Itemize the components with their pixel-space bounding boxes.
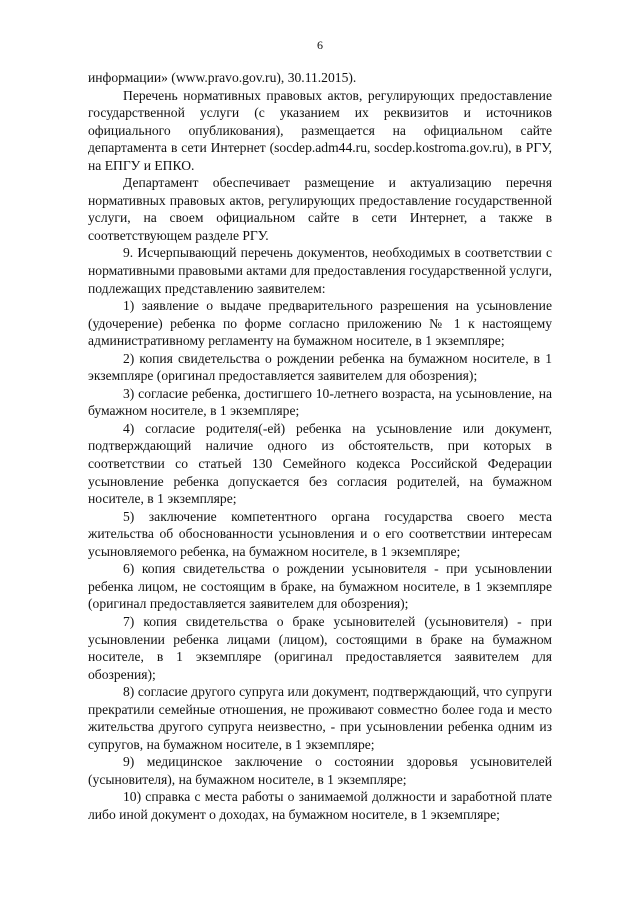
list-item-2: 2) копия свидетельства о рождении ребенка на бумажном носителе, в 1 экземпляре (оригинал предоставляется заявителем для обозрения); — [88, 350, 552, 384]
list-item-5: 5) заключение компетентного органа государства своего места жительства об обоснованности усыновления и о его соответствии интересам усыновляемого ребенка, на бумажном носителе, в 1 экземпляре; — [88, 508, 552, 559]
list-item-1: 1) заявление о выдаче предварительного разрешения на усыновление (удочерение) ребенка по форме согласно приложению № 1 к настоящему административному регламенту на бумажном носителе, в 1 экземпляре; — [88, 298, 552, 349]
paragraph-section-9: 9. Исчерпывающий перечень документов, необходимых в соответствии с нормативными правовыми актами для предоставления государственной услуги, подлежащих представлению заявителем: — [88, 245, 552, 296]
page-number: 6 — [317, 38, 323, 52]
paragraph-regulatory-acts-list: Перечень нормативных правовых актов, регулирующих предоставление государственной услуги (с указанием их реквизитов и источников официального опубликования), размещается на официальном сайте департамента в сети Интернет (socdep.adm44.ru, socdep.kostroma.gov.ru), в РГУ, на ЕПГУ и ЕПКО. — [88, 87, 552, 173]
paragraph-department-duties: Департамент обеспечивает размещение и актуализацию перечня нормативных правовых актов, регулирующих предоставление государственной услуги, на своем официальном сайте в сети Интернет, а также в соответствующем разделе РГУ. — [88, 175, 552, 243]
list-item-9: 9) медицинское заключение о состоянии здоровья усыновителей (усыновителя), на бумажном носителе, в 1 экземпляре; — [88, 754, 552, 787]
list-item-3: 3) согласие ребенка, достигшего 10-летнего возраста, на усыновление, на бумажном носителе, в 1 экземпляре; — [88, 385, 552, 419]
list-item-8: 8) согласие другого супруга или документ, подтверждающий, что супруги прекратили семейные отношения, не проживают совместно более года и место жительства другого супруга неизвестно, - при усыновлении ребенка одним из супругов, на бумажном носителе, в 1 экземпляре; — [88, 684, 552, 752]
paragraph-continuation: информации» (www.pravo.gov.ru), 30.11.2015). — [88, 70, 357, 85]
list-item-4: 4) согласие родителя(-ей) ребенка на усыновление или документ, подтверждающий наличие одного из обстоятельств, при которых в соответствии со статьей 130 Семейного кодекса Российской Федерации усыновление ребенка допускается без согласия родителей, на бумажном носителе, в 1 экземпляре; — [88, 420, 552, 507]
list-item-10: 10) справка с места работы о занимаемой должности и заработной плате либо иной документ о доходах, на бумажном носителе, в 1 экземпляре; — [88, 789, 552, 822]
document-body — [88, 69, 552, 824]
list-item-6: 6) копия свидетельства о рождении усыновителя - при усыновлении ребенка лицом, не состоящим в браке, на бумажном носителе, в 1 экземпляре (оригинал предоставляется заявителем для обозрения); — [88, 561, 552, 612]
list-item-7: 7) копия свидетельства о браке усыновителей (усыновителя) - при усыновлении ребенка лицами (лицом), состоящими в браке на бумажном носителе, в 1 экземпляре (оригинал предоставляется заявителем для обозрения); — [88, 613, 552, 682]
